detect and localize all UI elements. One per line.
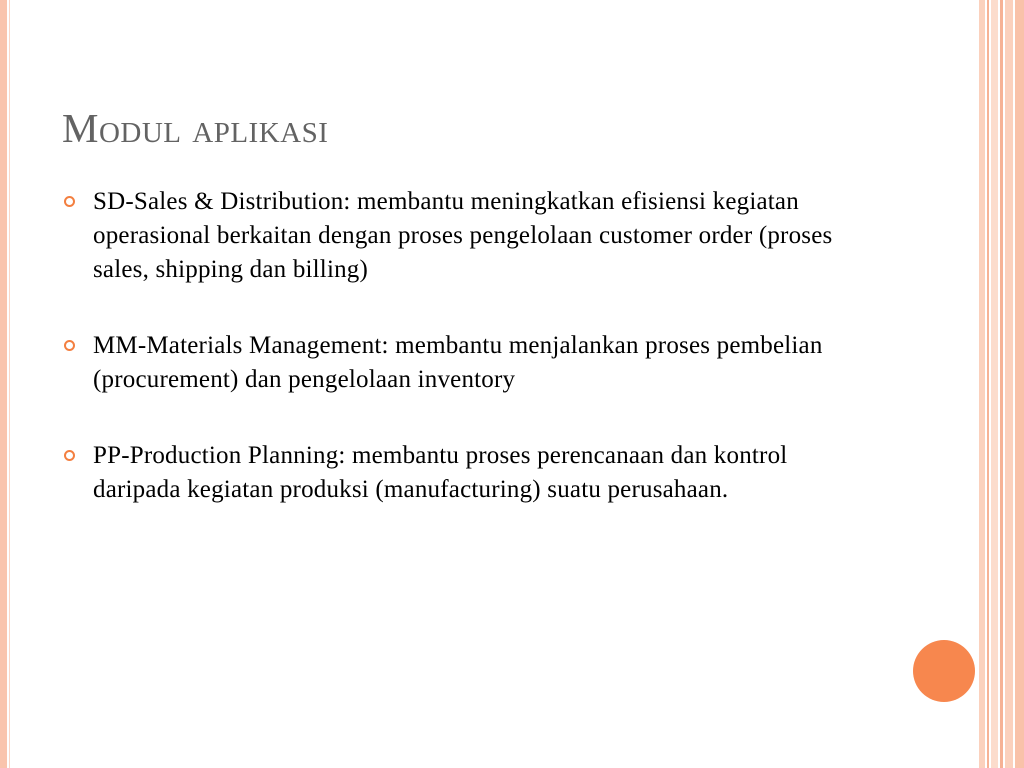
list-item	[62, 439, 862, 507]
list-item-text: MM-Materials Management: membantu menjalankan proses pembelian (procurement) dan pengelolaan inventory	[93, 332, 823, 393]
list-item	[62, 329, 862, 397]
right-border-stripe	[979, 0, 985, 768]
right-border-stripe	[1000, 0, 1003, 768]
right-border-stripe	[987, 0, 989, 768]
slide-title: Modul aplikasi	[62, 105, 329, 151]
right-border-stripe	[991, 0, 998, 768]
list-item	[62, 185, 862, 287]
bullet-ring-icon	[64, 450, 75, 461]
right-border-stripe	[1005, 0, 1013, 768]
list-item-text: PP-Production Planning: membantu proses perencanaan dan kontrol daripada kegiatan produksi (manufacturing) suatu perusahaan.	[93, 442, 788, 503]
left-border-line	[9, 0, 10, 768]
bullet-list	[62, 185, 862, 549]
list-item-text: SD-Sales & Distribution: membantu meningkatkan efisiensi kegiatan operasional berkaitan dengan proses pengelolaan customer order (proses sales, shipping dan billing)	[93, 188, 833, 283]
decorative-circle	[913, 640, 975, 702]
bullet-ring-icon	[64, 340, 75, 351]
bullet-ring-icon	[64, 196, 75, 207]
right-border-stripe	[1015, 0, 1024, 768]
left-border-stripe	[0, 0, 7, 768]
